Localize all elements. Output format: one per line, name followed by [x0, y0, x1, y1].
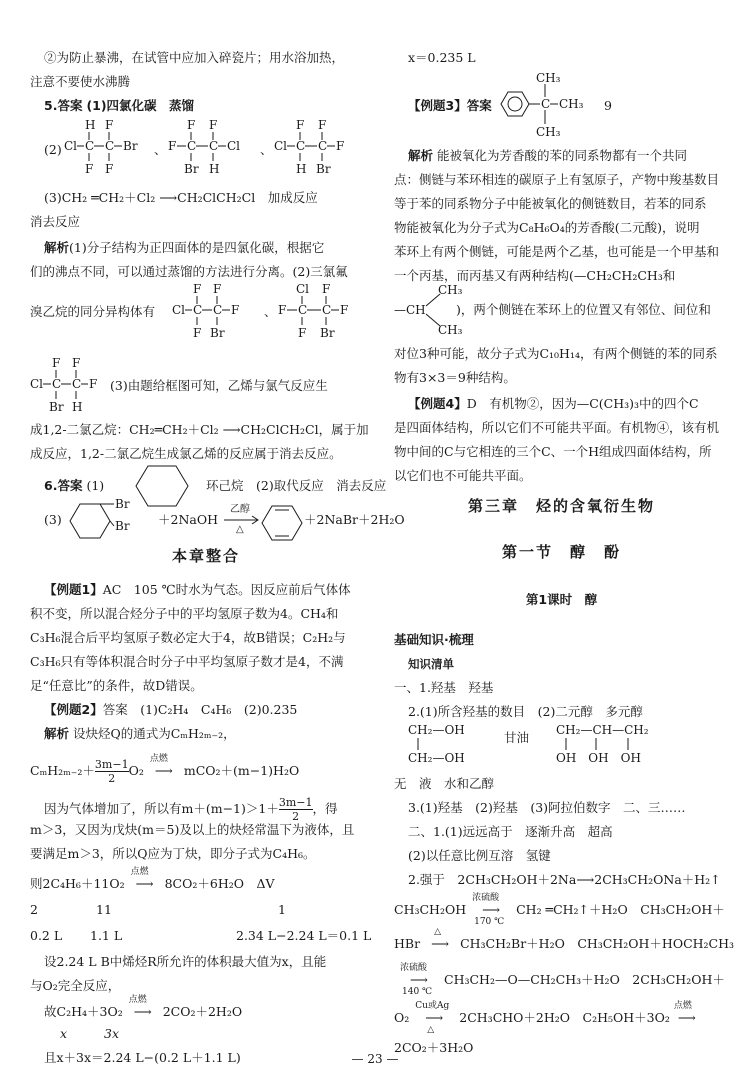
equation-line	[394, 893, 725, 927]
condition-label: 140 ℃	[402, 987, 433, 997]
atom-label: C	[541, 97, 551, 111]
isomer-structure-6	[30, 354, 110, 420]
denominator: 2	[108, 772, 116, 785]
formula-part: CH₂—OH	[408, 751, 465, 765]
reaction-arrow: 点燃 ⟶	[123, 1004, 163, 1020]
variable: x	[60, 1026, 68, 1041]
isomer-structure-1	[64, 116, 154, 182]
text-line: 设2.24 L B中烯烃R所允许的体积最大值为x，且能	[44, 954, 327, 969]
text-line: ②为防止暴沸，在试管中应加入碎瓷片；用水浴加热，	[44, 50, 345, 65]
section-heading: 本章整合	[171, 547, 240, 565]
analysis-text: 能被氧化为芳香酸的苯的同系物都有一个共同	[437, 148, 688, 163]
section-title: 第一节 醇 酚	[501, 543, 621, 561]
atom-label: F	[72, 356, 81, 370]
atom-label: Br	[320, 326, 335, 340]
denominator: 2	[292, 810, 300, 823]
analysis-label: 解析	[44, 240, 70, 255]
answer-text: (1)	[86, 478, 105, 493]
atom-label: Cl	[296, 282, 310, 296]
text-line: (3)由题给框图可知，乙烯与氯气反应生	[110, 378, 328, 393]
analysis-label: 解析	[408, 148, 434, 163]
equation-part: 2CH₃CHO＋2H₂O C₂H₅OH＋3O₂	[459, 1010, 670, 1025]
atom-label: F	[340, 303, 349, 317]
list-title: 知识清单	[408, 657, 454, 671]
volume-value: 0.2 L	[30, 928, 63, 943]
text-line: 物中间的C与它相连的三个C、一个H组成四面体结构，所	[394, 444, 712, 459]
isomer-structure-5	[278, 280, 378, 346]
equation-part: mCO₂＋(m−1)H₂O	[183, 763, 300, 778]
atom-label: C	[72, 377, 82, 391]
example-text: 答案 (1)C₂H₄ C₄H₆ (2)0.235	[102, 702, 298, 717]
text-line: 们的沸点不同，可以通过蒸馏的方法进行分离。(2)三氯氟	[30, 264, 348, 279]
atom-label: F	[213, 282, 222, 296]
ethylene-glycol-structure	[408, 722, 488, 768]
chapter-title: 第三章 烃的含氧衍生物	[467, 497, 655, 515]
equation-line	[394, 1001, 704, 1035]
fraction	[95, 758, 129, 785]
numerator: 3m−1	[94, 758, 129, 771]
atom-label: F	[105, 118, 114, 132]
reaction-arrow: 点燃 ⟶	[670, 1010, 704, 1026]
atom-label: Br	[316, 162, 331, 176]
volume-value: 1.1 L	[90, 928, 123, 943]
atom-label: C	[298, 303, 308, 317]
text-line	[44, 796, 338, 823]
formula-part: OH OH OH	[556, 751, 641, 765]
atom-label: Cl	[274, 139, 288, 153]
atom-label: F	[193, 282, 202, 296]
atom-label: F	[318, 118, 327, 132]
text-line: C₃H₆只有等体积混合时分子中平均氢原子数才是4，不满	[30, 654, 344, 669]
atom-label: Br	[115, 519, 130, 533]
text-line: 以它们也不可能共平面。	[394, 468, 532, 483]
example-label: 【例题1】	[44, 582, 103, 597]
atom-label: F	[85, 162, 94, 176]
separator: 、	[260, 142, 273, 157]
equation-part: CH₂ ═CH₂↑＋H₂O CH₃CH₂OH＋	[516, 902, 725, 917]
reaction-arrow	[224, 498, 260, 535]
text-line: 2.强于 2CH₃CH₂OH＋2Na⟶2CH₃CH₂ONa＋H₂↑	[408, 872, 721, 887]
text-part: ，得	[312, 801, 338, 816]
text-line: (2)	[44, 142, 62, 157]
text-line: (3)	[44, 512, 62, 527]
text-line: 物有3×3＝9种结构。	[394, 370, 516, 385]
separator: 、	[154, 142, 167, 157]
answer-line	[44, 478, 104, 494]
analysis-line	[44, 240, 324, 256]
answer-label: 5.答案	[44, 98, 83, 113]
analysis-line	[408, 148, 687, 164]
condition-label: △	[434, 927, 441, 937]
text-line: 一、1.羟基 羟基	[394, 680, 494, 695]
condition-label: 170 ℃	[474, 917, 505, 927]
reaction-arrow: △ ⟶	[420, 936, 460, 952]
text-line: 足“任意比”的条件，故D错误。	[30, 678, 203, 693]
coefficient: 2	[30, 902, 38, 917]
condition-label: 浓硫酸	[400, 963, 428, 973]
equation-line	[44, 995, 243, 1020]
condition-label: 点燃	[149, 754, 168, 764]
text-line: 且x＋3x＝2.24 L−(0.2 L＋1.1 L)	[44, 1050, 241, 1065]
atom-label: F	[209, 118, 218, 132]
condition-label: 乙醇	[230, 504, 250, 515]
equation-part: CH₃CH₂—O—CH₂CH₃＋H₂O 2CH₃CH₂OH＋	[444, 972, 725, 987]
text-line: x＝0.235 L	[408, 50, 476, 65]
text-line: 成1,2-二氯乙烷：CH₂═CH₂＋Cl₂ ⟶CH₂ClCH₂Cl，属于加	[30, 422, 369, 437]
analysis-text: (1)分子结构为正四面体的是四氯化碳，根据它	[69, 240, 325, 255]
variable: 3x	[104, 1026, 120, 1041]
text-line: )，两个侧链在苯环上的位置又有邻位、间位和	[456, 302, 711, 317]
atom-label: H	[296, 162, 307, 176]
text-line: 点：侧链与苯环相连的碳原子上有氢原子，产物中羧基数目	[394, 172, 720, 187]
atom-label: C	[193, 303, 203, 317]
example-line	[408, 396, 699, 412]
atom-label: Cl	[30, 377, 44, 391]
volume-value: 2.34 L−2.24 L＝0.1 L	[236, 928, 372, 943]
equation-part: O₂	[394, 1010, 410, 1025]
text-line: 3.(1)羟基 (2)羟基 (3)阿拉伯数字 二、三……	[408, 800, 686, 815]
formula-part: CH₂—OH	[408, 723, 465, 737]
atom-label: C	[322, 303, 332, 317]
text-line: 消去反应	[30, 214, 81, 229]
atom-label: C	[105, 139, 115, 153]
equation-line: (3)CH₂ ═CH₂＋Cl₂ ⟶CH₂ClCH₂Cl 加成反应	[44, 190, 318, 205]
coefficient: 1	[278, 902, 286, 917]
equation-line	[394, 927, 735, 952]
example-line	[44, 582, 351, 598]
atom-label: CH₃	[536, 71, 561, 85]
answer-label: 6.答案	[44, 478, 83, 493]
text-line: ＋2NaOH	[158, 512, 218, 527]
atom-label: Cl	[172, 303, 186, 317]
atom-label: F	[336, 139, 345, 153]
condition-label: △	[236, 524, 244, 535]
text-line: 甘油	[504, 730, 530, 745]
text-line: 要满足m＞3，所以Q应为丁炔，即分子式为C₄H₆。	[30, 846, 316, 861]
atom-label: C	[296, 139, 306, 153]
condition-label: △	[427, 1025, 435, 1035]
example-label: 【例题2】	[44, 702, 103, 717]
fraction	[279, 796, 313, 823]
equation-part: 故C₂H₄＋3O₂	[44, 1004, 123, 1019]
text-line: 环己烷 (2)取代反应 消去反应	[206, 478, 387, 493]
atom-label: F	[278, 303, 287, 317]
atom-label: F	[322, 282, 331, 296]
atom-label: C	[209, 139, 219, 153]
formula-part: CH₂—CH—CH₂	[556, 723, 649, 737]
text-line: 等于苯的同系物分子中能被氧化的侧链数目，若苯的同系	[394, 196, 707, 211]
answer-line	[44, 98, 194, 114]
equation-line	[30, 754, 300, 785]
text-line: 注意不要使水沸腾	[30, 74, 131, 89]
subsection-title: 基础知识·梳理	[394, 632, 474, 647]
equation-part: CH₃CH₂Br＋H₂O CH₃CH₂OH＋HOCH₂CH₃	[460, 936, 735, 951]
analysis-label: 解析	[44, 726, 70, 741]
isomer-structure-3	[274, 116, 374, 182]
atom-label: Br	[115, 497, 130, 511]
atom-label: CH₃	[438, 323, 463, 337]
atom-label: F	[231, 303, 240, 317]
text-line: 无 液 水和乙醇	[394, 776, 495, 791]
page-number: — 23 —	[351, 1052, 399, 1066]
condition-label: 点燃	[130, 867, 149, 877]
text-line: m＞3，又因为戊炔(m＝5)及以上的炔烃常温下为液体，且	[30, 822, 355, 837]
atom-label: F	[298, 326, 307, 340]
text-line: 溴乙烷的同分异构体有	[30, 304, 156, 319]
answer-value: 9	[604, 98, 612, 113]
text-line: ＋2NaBr＋2H₂O	[304, 512, 405, 527]
atom-label: F	[89, 377, 98, 391]
page-number-value: 23	[367, 1052, 383, 1066]
answer-text: (1)四氯化碳 蒸馏	[86, 98, 195, 113]
text-line: 二、1.(1)远远高于 逐渐升高 超高	[408, 824, 613, 839]
atom-label: Br	[184, 162, 199, 176]
atom-label: H	[209, 162, 220, 176]
text-line: 一个丙基，而丙基又有两种结构(—CH₂CH₂CH₃和	[394, 268, 676, 283]
isopropyl-structure	[394, 282, 464, 338]
atom-label: Br	[123, 139, 138, 153]
lesson-title: 第1课时 醇	[525, 592, 598, 607]
equation-part: 8CO₂＋6H₂O ΔV	[164, 876, 275, 891]
analysis-text: 设炔烃Q的通式为CₘH₂ₘ₋₂，	[73, 726, 236, 741]
equation-part: HBr	[394, 936, 421, 951]
text-part: 因为气体增加了，所以有m＋(m−1)＞1＋	[44, 801, 279, 816]
reaction-arrow: 浓硫酸 ⟶ 170 ℃	[466, 902, 516, 918]
equation-line: 2CO₂＋3H₂O	[394, 1040, 474, 1055]
separator: 、	[264, 304, 277, 319]
example-line	[408, 98, 492, 114]
text-line: 积不变，所以混合烃分子中的平均氢原子数为4。CH₄和	[30, 606, 339, 621]
atom-label: F	[105, 162, 114, 176]
isomer-structure-2	[168, 116, 258, 182]
text-line: C₃H₆混合后平均氢原子数必定大于4，故B错误；C₂H₂与	[30, 630, 346, 645]
example-text: AC 105 ℃时水为气态。因反应前后气体体	[102, 582, 351, 597]
example-text: D 有机物②，因为—C(CH₃)₃中的四个C	[466, 396, 699, 411]
coefficient: 11	[96, 902, 112, 917]
atom-label: C	[187, 139, 197, 153]
atom-label: H	[85, 118, 96, 132]
reaction-arrow: Cu或Ag ⟶ △	[409, 1010, 459, 1026]
equation-part: O₂	[128, 763, 144, 778]
text-line: 与O₂完全反应，	[30, 978, 121, 993]
atom-label: CH₃	[559, 97, 584, 111]
example-line	[44, 702, 297, 718]
condition-label: 点燃	[128, 995, 147, 1005]
equation-line	[30, 867, 275, 892]
analysis-line	[44, 726, 236, 742]
text-line: 对位3种可能，故分子式为C₁₀H₁₄，有两个侧链的苯的同系	[394, 346, 718, 361]
atom-label: —CH	[394, 303, 426, 317]
atom-label: F	[52, 356, 61, 370]
condition-label: 点燃	[673, 1001, 692, 1011]
atom-label: Cl	[64, 139, 78, 153]
atom-label: F	[193, 326, 202, 340]
atom-label: F	[296, 118, 305, 132]
text-line: 物能被氧化为分子式为C₈H₆O₄的芳香酸(二元酸)，说明	[394, 220, 700, 235]
example-label: 【例题4】	[408, 396, 467, 411]
text-line: (2)以任意比例互溶 氢键	[408, 848, 551, 863]
equation-part: CₘH₂ₘ₋₂＋	[30, 763, 95, 778]
tert-butylbenzene-structure	[498, 70, 594, 140]
atom-label: C	[318, 139, 328, 153]
reaction-arrow: 浓硫酸 ⟶ 140 ℃	[394, 972, 444, 988]
atom-label: Cl	[227, 139, 241, 153]
equation-part: CH₃CH₂OH	[394, 902, 467, 917]
dibromocyclohexane-structure	[70, 497, 156, 542]
atom-label: Br	[210, 326, 225, 340]
cyclohexadiene-icon	[262, 504, 302, 542]
atom-label: F	[187, 118, 196, 132]
isomer-structure-4	[172, 280, 262, 346]
atom-label: C	[52, 377, 62, 391]
equation-line	[394, 963, 725, 997]
atom-label: CH₃	[536, 125, 561, 139]
condition-label: Cu或Ag	[415, 1001, 450, 1011]
condition-label: 浓硫酸	[472, 893, 500, 903]
atom-label: C	[213, 303, 223, 317]
atom-label: CH₃	[438, 283, 463, 297]
example-label: 【例题3】	[408, 98, 467, 113]
text-line: 成反应，1,2-二氯乙烷生成氯乙烯的反应属于消去反应。	[30, 446, 342, 461]
glycerol-structure	[556, 722, 666, 768]
atom-label: H	[72, 400, 83, 414]
numerator: 3m−1	[278, 796, 313, 809]
atom-label: F	[168, 139, 177, 153]
atom-label: Br	[49, 400, 64, 414]
text-line: 是四面体结构，所以它们不可能共平面。有机物④，该有机	[394, 420, 720, 435]
reaction-arrow: 点燃 ⟶	[125, 876, 165, 892]
text-line: 2.(1)所含羟基的数目 (2)二元醇 多元醇	[408, 704, 643, 719]
text-line: 苯环上有两个侧链，可能是两个乙基，也可能是一个甲基和	[394, 244, 720, 259]
equation-part: 2CO₂＋2H₂O	[162, 1004, 243, 1019]
equation-part: 则2C₄H₆＋11O₂	[30, 876, 125, 891]
reaction-arrow: 点燃 ⟶	[144, 763, 184, 779]
atom-label: C	[85, 139, 95, 153]
answer-label: 答案	[466, 98, 492, 113]
